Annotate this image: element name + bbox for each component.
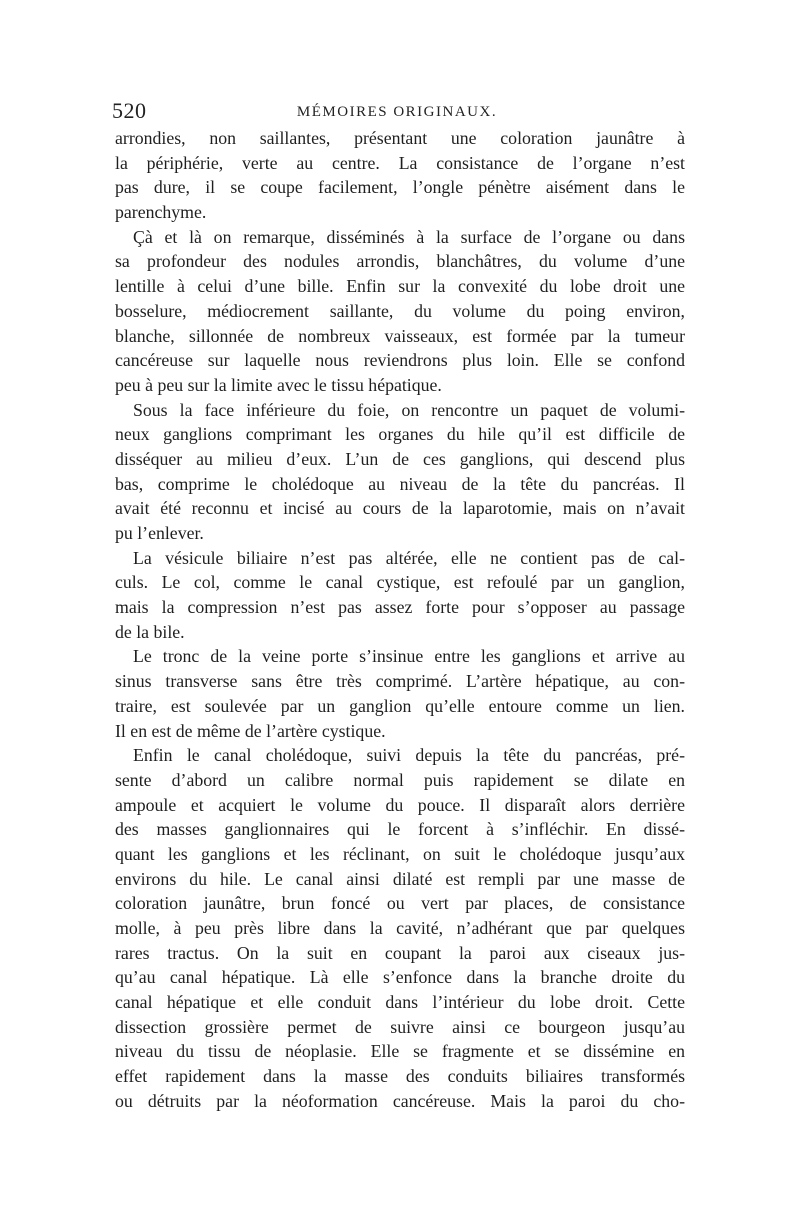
text-line: environs du hile. Le canal ainsi dilaté est rempli par une masse de xyxy=(115,868,685,889)
text-line: arrondies, non saillantes, présentant une coloration jaunâtre à xyxy=(115,128,685,148)
text-line: sente d’abord un calibre normal puis rapidement se dilate en xyxy=(115,769,685,790)
text-line: Il en est de même de l’artère cystique. xyxy=(115,720,386,741)
text-line: canal hépatique et elle conduit dans l’intérieur du lobe droit. Cette xyxy=(115,992,685,1013)
text-line: disséquer au milieu d’eux. L’un de ces ganglions, qui descend plus xyxy=(115,448,685,469)
text-line: quant les ganglions et les réclinant, on suit le cholédoque jusqu’aux xyxy=(115,843,685,864)
text-line: Çà et là on remarque, disséminés à la surface de l’organe ou dans xyxy=(133,226,685,247)
text-line: molle, à peu près libre dans la cavité, n’adhérant que par quelques xyxy=(115,918,685,938)
text-line: coloration jaunâtre, brun foncé ou vert par places, de consistance xyxy=(115,893,685,914)
text-line: lentille à celui d’une bille. Enfin sur la convexité du lobe droit une xyxy=(115,276,685,297)
text-line: sinus transverse sans être très comprimé. L’artère hépatique, au con- xyxy=(115,671,685,692)
text-line: de la bile. xyxy=(115,621,185,642)
page-header xyxy=(112,97,682,125)
text-line: pas dure, il se coupe facilement, l’ongle pénètre aisément dans le xyxy=(115,177,685,198)
text-line: La vésicule biliaire n’est pas altérée, elle ne contient pas de cal- xyxy=(133,547,685,568)
text-line: niveau du tissu de néoplasie. Elle se fragmente et se dissémine en xyxy=(115,1041,685,1062)
text-line: dissection grossière permet de suivre ainsi ce bourgeon jusqu’au xyxy=(115,1016,685,1037)
text-line: bas, comprime le cholédoque au niveau de la tête du pancréas. Il xyxy=(115,473,685,494)
text-line: mais la compression n’est pas assez forte pour s’opposer au passage xyxy=(115,597,685,618)
text-line: ampoule et acquiert le volume du pouce. Il disparaît alors derrière xyxy=(115,794,685,815)
text-line: sa profondeur des nodules arrondis, blanchâtres, du volume d’une xyxy=(115,251,685,272)
page-number: 520 xyxy=(112,98,147,123)
text-line: peu à peu sur la limite avec le tissu hépatique. xyxy=(115,374,442,395)
text-line: ou détruits par la néoformation cancéreuse. Mais la paroi du cho- xyxy=(115,1090,685,1111)
text-line: cancéreuse sur laquelle nous reviendrons plus loin. Elle se confond xyxy=(115,350,685,371)
body-text xyxy=(115,126,685,1114)
text-line: avait été reconnu et incisé au cours de la laparotomie, mais on n’avait xyxy=(115,498,685,519)
text-line: des masses ganglionnaires qui le forcent à s’infléchir. En dissé- xyxy=(115,819,685,840)
running-title: MÉMOIRES ORIGINAUX. xyxy=(296,104,498,120)
text-line: blanche, sillonnée de nombreux vaisseaux, est formée par la tumeur xyxy=(115,325,685,346)
text-line: Le tronc de la veine porte s’insinue entre les ganglions et arrive au xyxy=(133,646,685,667)
text-line: bosselure, médiocrement saillante, du volume du poing environ, xyxy=(115,300,685,321)
text-line: traire, est soulevée par un ganglion qu’elle entoure comme un lien. xyxy=(115,695,685,716)
text-line: la périphérie, verte au centre. La consistance de l’organe n’est xyxy=(115,152,685,173)
text-line: Sous la face inférieure du foie, on rencontre un paquet de volumi- xyxy=(133,399,685,420)
text-line: rares tractus. On la suit en coupant la paroi aux ciseaux jus- xyxy=(115,942,685,963)
text-line: qu’au canal hépatique. Là elle s’enfonce dans la branche droite du xyxy=(115,967,685,988)
text-line: effet rapidement dans la masse des conduits biliaires transformés xyxy=(115,1066,685,1087)
text-line: neux ganglions comprimant les organes du hile qu’il est difficile de xyxy=(115,424,685,445)
text-line: culs. Le col, comme le canal cystique, est refoulé par un ganglion, xyxy=(115,572,685,593)
text-line: Enfin le canal cholédoque, suivi depuis la tête du pancréas, pré- xyxy=(133,745,685,766)
text-line: parenchyme. xyxy=(115,202,207,223)
text-line: pu l’enlever. xyxy=(115,523,204,543)
